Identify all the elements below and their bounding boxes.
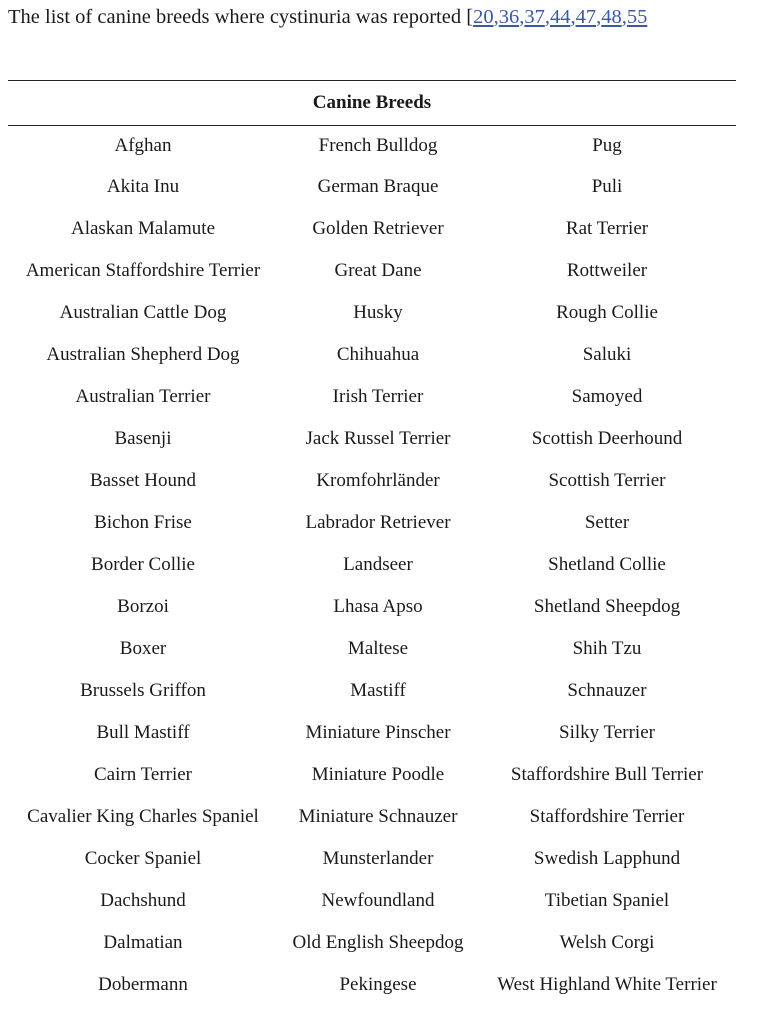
breed-cell: Newfoundland	[321, 890, 435, 911]
reference-separator: ,	[519, 6, 525, 28]
breed-cell: Basset Hound	[89, 470, 197, 491]
caption-text: The list of canine breeds where cystinuria was reported [	[8, 6, 474, 28]
breed-cell: Landseer	[343, 554, 413, 575]
breed-cell: Afghan	[114, 135, 172, 156]
table-row	[8, 334, 736, 376]
table-caption	[8, 6, 647, 29]
breed-cell: Old English Sheepdog	[292, 932, 464, 953]
reference-link[interactable]: 48	[601, 6, 622, 28]
breed-cell: Tibetian Spaniel	[544, 890, 670, 911]
breed-cell: West Highland White Terrier	[497, 974, 717, 995]
breed-cell: Maltese	[347, 638, 409, 659]
table-row	[8, 376, 736, 418]
canine-breeds-table	[8, 80, 736, 1006]
breed-cell: Miniature Schnauzer	[298, 806, 458, 827]
breed-cell: Saluki	[582, 344, 632, 365]
breed-cell: Scottish Terrier	[548, 470, 666, 491]
breed-cell: Great Dane	[334, 260, 422, 281]
breed-cell: Australian Cattle Dog	[59, 302, 227, 323]
breed-cell: Chihuahua	[336, 344, 420, 365]
table-row	[8, 208, 736, 250]
breed-cell: Akita Inu	[106, 176, 180, 197]
breed-cell: Bichon Frise	[94, 512, 192, 533]
breed-cell: Shih Tzu	[572, 638, 642, 659]
breed-cell: Cavalier King Charles Spaniel	[27, 806, 259, 827]
breed-cell: Miniature Poodle	[311, 764, 445, 785]
table-row	[8, 796, 736, 838]
table-header-row	[8, 81, 736, 126]
table-row	[8, 250, 736, 292]
breed-cell: French Bulldog	[318, 135, 438, 156]
reference-link[interactable]: 55	[626, 6, 648, 28]
table-row	[8, 670, 736, 712]
breed-cell: Silky Terrier	[559, 722, 655, 743]
table-row	[8, 126, 736, 167]
breed-cell: Schnauzer	[567, 680, 647, 701]
breed-cell: Miniature Pinscher	[305, 722, 451, 743]
breed-cell: Borzoi	[117, 596, 169, 617]
breed-cell: Scottish Deerhound	[531, 428, 683, 449]
breed-cell: Cocker Spaniel	[84, 848, 202, 869]
table-row	[8, 460, 736, 502]
table-body	[8, 126, 736, 1007]
reference-separator: ,	[570, 6, 576, 28]
table-row	[8, 628, 736, 670]
breed-cell: Staffordshire Bull Terrier	[510, 764, 704, 785]
breed-cell: Welsh Corgi	[559, 932, 655, 953]
breed-cell: Basenji	[114, 428, 172, 449]
breed-cell: Dachshund	[100, 890, 186, 911]
reference-separator: ,	[544, 6, 550, 28]
breed-cell: Border Collie	[91, 554, 195, 575]
table-row	[8, 838, 736, 880]
table-row	[8, 418, 736, 460]
breed-cell: Husky	[353, 302, 403, 323]
breed-cell: Alaskan Malamute	[70, 218, 216, 239]
breed-cell: Rough Collie	[556, 302, 658, 323]
reference-link[interactable]: 37	[524, 6, 545, 28]
breed-cell: Australian Terrier	[75, 386, 211, 407]
breed-cell: Bull Mastiff	[96, 722, 190, 743]
reference-separator: ,	[621, 6, 627, 28]
breed-cell: Setter	[584, 512, 630, 533]
reference-link[interactable]: 20	[473, 6, 494, 28]
reference-separator: ,	[596, 6, 602, 28]
breed-cell: Munsterlander	[322, 848, 434, 869]
breed-cell: Rottweiler	[566, 260, 648, 281]
table-row	[8, 922, 736, 964]
breed-cell: Dobermann	[98, 974, 188, 995]
breed-cell: Lhasa Apso	[333, 596, 423, 617]
table-row	[8, 586, 736, 628]
breed-cell: Staffordshire Terrier	[529, 806, 685, 827]
reference-link[interactable]: 47	[575, 6, 597, 28]
table-row	[8, 880, 736, 922]
breed-cell: Golden Retriever	[312, 218, 444, 239]
breed-cell: Jack Russel Terrier	[305, 428, 451, 449]
breed-cell: Mastiff	[350, 680, 406, 701]
table-row	[8, 712, 736, 754]
table-row	[8, 754, 736, 796]
table-header: Canine Breeds	[8, 81, 736, 126]
breed-cell: Pekingese	[339, 974, 417, 995]
breed-cell: Puli	[591, 176, 623, 197]
breed-cell: Shetland Sheepdog	[533, 596, 681, 617]
reference-link[interactable]: 36	[498, 6, 520, 28]
table-row	[8, 166, 736, 208]
breed-cell: Brussels Griffon	[80, 680, 206, 701]
table-row	[8, 292, 736, 334]
breed-cell: Cairn Terrier	[93, 764, 193, 785]
table-row	[8, 964, 736, 1006]
breed-cell: Australian Shepherd Dog	[46, 344, 240, 365]
breed-cell: Kromfohrländer	[316, 470, 440, 491]
breed-cell: Rat Terrier	[565, 218, 649, 239]
breed-cell: Pug	[592, 135, 622, 156]
breed-cell: Boxer	[119, 638, 167, 659]
breed-cell: Labrador Retriever	[305, 512, 451, 533]
breed-cell: Samoyed	[571, 386, 643, 407]
reference-separator: ,	[493, 6, 499, 28]
table-row	[8, 502, 736, 544]
breed-cell: German Braque	[317, 176, 439, 197]
reference-link[interactable]: 44	[549, 6, 571, 28]
breed-cell: Swedish Lapphund	[533, 848, 681, 869]
breed-cell: Irish Terrier	[332, 386, 424, 407]
table-row	[8, 544, 736, 586]
breed-cell: American Staffordshire Terrier	[25, 260, 261, 281]
breed-cell: Shetland Collie	[548, 554, 666, 575]
breed-cell: Dalmatian	[103, 932, 183, 953]
